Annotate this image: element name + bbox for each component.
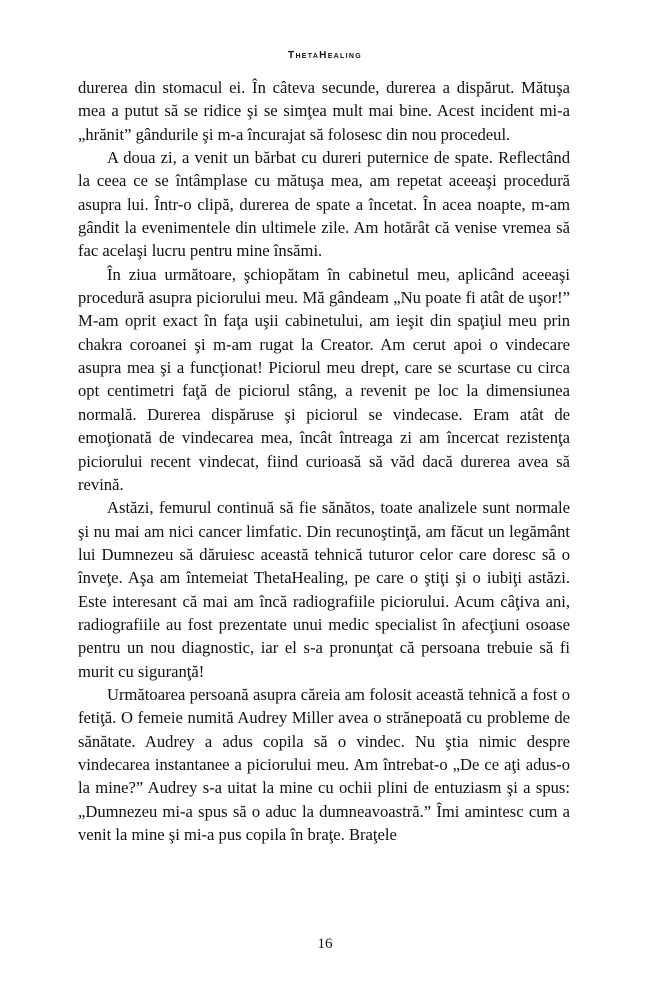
paragraph-2: A doua zi, a venit un bărbat cu dureri puternice de spate. Reflectând la ceea ce se întâmplase cu mătuşa mea, am repetat aceeaşi procedură asupra lui. Într-o clipă, durerea de spate a încetat. În acea noapte, m-am gândit la evenimentele din ultimele zile. Am hotărât că venise vremea să fac acelaşi lucru pentru mine însămi. xyxy=(78,148,570,261)
running-header: ThetaHealing xyxy=(288,50,362,61)
paragraph-5: Următoarea persoană asupra căreia am folosit această tehnică a fost o fetiţă. O femeie numită Audrey Miller avea o strănepoată cu probleme de sănătate. Audrey a adus copila să o vindec. Nu ştia nimic despre vindecarea instantanee a piciorului meu. Am întrebat-o „De ce aţi adus-o la mine?” Audrey s-a uitat la mine cu ochii plini de entuziasm şi a spus: „Dumnezeu mi-a spus să o aduc la dumneavoastră.” Îmi amintesc cum a venit la mine şi mi-a pus copila în braţe. Braţele xyxy=(78,684,570,844)
body-text xyxy=(78,76,570,846)
paragraph-3: În ziua următoare, şchiopătam în cabinetul meu, aplicând aceeaşi procedură asupra piciorului meu. Mă gândeam „Nu poate fi atât de uşor!” M-am oprit exact în faţa uşii cabinetului, am ieşit din spaţiul meu prin chakra coroanei şi m-am rugat la Creator. Am cerut apoi o vindecare asupra mea şi a funcţionat! Piciorul meu drept, care se scurtase cu circa opt centimetri faţă de piciorul stâng, a revenit pe loc la dimensiunea normală. Durerea dispăruse şi piciorul se vindecase. Eram atât de emoţionată de vindecarea mea, încât întreaga zi am încercat rezistenţa piciorului recent vindecat, fiind curioasă să văd dacă durerea avea să revină. xyxy=(78,264,570,494)
page-number: 16 xyxy=(317,936,333,952)
paragraph-1: durerea din stomacul ei. În câteva secunde, durerea a dispărut. Mătuşa mea a putut să se ridice şi se simţea mult mai bine. Acest incident mi-a „hrănit” gândurile şi m-a încurajat să folosesc din nou procedeul. xyxy=(78,78,570,144)
paragraph-4: Astăzi, femurul continuă să fie sănătos, toate analizele sunt normale şi nu mai am nici cancer limfatic. Din recunoştinţă, am făcut un legământ lui Dumnezeu să dăruiesc această tehnică tuturor celor care doresc să o înveţe. Aşa am întemeiat ThetaHealing, pe care o ştiţi şi o iubiţi astăzi. Este interesant că mai am încă radiografiile piciorului. Acum câţiva ani, radiografiile au fost prezentate unui medic specialist în afecţiuni osoase pentru un nou diagnostic, iar el s-a pronunţat că persoana trebuie să fi murit cu siguranţă! xyxy=(78,498,570,681)
